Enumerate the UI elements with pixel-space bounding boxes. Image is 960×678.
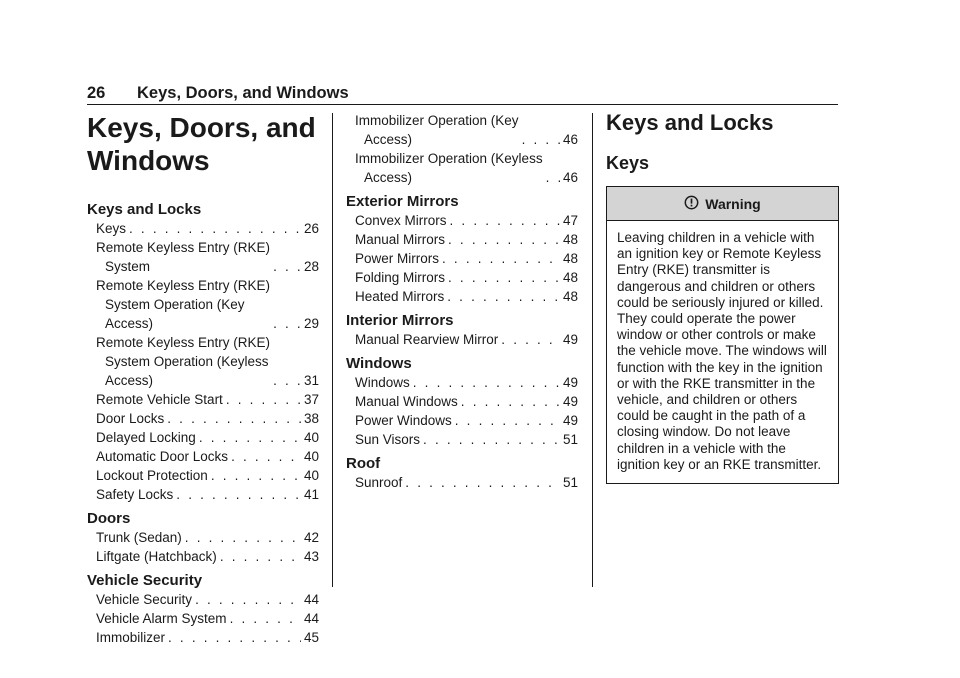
toc-entry-text: Lockout Protection (96, 468, 208, 483)
toc-leader-dots (461, 392, 560, 411)
toc-entry (346, 268, 578, 287)
toc-leader-dots (405, 473, 560, 492)
toc-entry (87, 466, 319, 485)
chapter-title: Keys, Doors, and Windows (87, 112, 316, 176)
toc-entry-text: Power Mirrors (355, 251, 440, 266)
column-divider (592, 113, 593, 587)
content-column (606, 110, 838, 484)
toc-entry-text: Immobilizer Operation (Keyless (355, 151, 543, 166)
toc-leader-dots (546, 168, 560, 187)
toc-page-number: 49 (562, 375, 578, 390)
toc-entry-text: Remote Keyless Entry (RKE) (96, 278, 271, 293)
toc-entry-text: Access) (364, 132, 413, 147)
toc-page-number: 37 (303, 392, 319, 407)
toc-entry-text: Access) (364, 170, 413, 185)
toc-entry-text: Delayed Locking (96, 430, 196, 445)
toc-entry (87, 238, 319, 276)
toc-entry-text: Manual Rearview Mirror (355, 332, 499, 347)
toc-entry-text: Remote Vehicle Start (96, 392, 223, 407)
toc-entry (346, 211, 578, 230)
toc-leader-dots (199, 428, 301, 447)
toc-leader-dots (273, 314, 301, 333)
toc-leader-dots (185, 528, 301, 547)
toc-leader-dots (442, 249, 560, 268)
toc-entry (346, 287, 578, 306)
toc-leader-dots (450, 211, 560, 230)
toc-leader-dots (522, 130, 560, 149)
toc-entry-text: Access) (105, 373, 154, 388)
page-header (87, 84, 838, 105)
toc-entry-text: Power Windows (355, 413, 452, 428)
toc-page-number: 45 (303, 630, 319, 645)
toc-entry-text: Manual Windows (355, 394, 458, 409)
toc-entry (87, 219, 319, 238)
toc-page-number: 48 (562, 270, 578, 285)
toc-entry-text: Convex Mirrors (355, 213, 447, 228)
toc-leader-dots (447, 287, 560, 306)
toc-entry (346, 373, 578, 392)
toc-entry-text: Vehicle Security (96, 592, 193, 607)
warning-box (606, 186, 839, 484)
toc-entry (87, 333, 319, 390)
toc-column-2 (346, 111, 578, 492)
toc-column-1 (87, 110, 319, 647)
toc-leader-dots (129, 219, 301, 238)
warning-circle-icon (684, 195, 699, 213)
toc-entry (87, 409, 319, 428)
toc-leader-dots (501, 330, 560, 349)
toc-page-number: 40 (303, 468, 319, 483)
toc-leader-dots (195, 590, 301, 609)
toc-page-number: 47 (562, 213, 578, 228)
toc-section-heading: Roof (346, 455, 381, 472)
toc-page-number: 49 (562, 332, 578, 347)
toc-entry-text: System Operation (Key (105, 297, 245, 312)
toc-list (346, 330, 578, 349)
toc-page-number: 29 (303, 316, 319, 331)
toc-page-number: 49 (562, 394, 578, 409)
column-divider (332, 113, 333, 587)
warning-label: Warning (705, 195, 761, 212)
toc-entry-text: Windows (355, 375, 410, 390)
toc-entry (87, 590, 319, 609)
toc-section-heading: Windows (346, 355, 412, 372)
toc-leader-dots (176, 485, 301, 504)
toc-list (87, 528, 319, 566)
toc-entry (346, 473, 578, 492)
toc-list (346, 211, 578, 306)
toc-entry-text: Sun Visors (355, 432, 421, 447)
toc-entry (87, 547, 319, 566)
toc-list (346, 473, 578, 492)
toc-entry (346, 430, 578, 449)
toc-entry (87, 276, 319, 333)
toc-entry-text: Door Locks (96, 411, 165, 426)
toc-page-number: 41 (303, 487, 319, 502)
toc-entry (87, 528, 319, 547)
toc-section-heading: Exterior Mirrors (346, 193, 459, 210)
toc-leader-dots (226, 390, 301, 409)
toc-entry-text: Manual Mirrors (355, 232, 446, 247)
toc-entry-text: Remote Keyless Entry (RKE) (96, 240, 271, 255)
toc-entry (87, 428, 319, 447)
toc-entry-text: Heated Mirrors (355, 289, 445, 304)
running-title: Keys, Doors, and Windows (137, 84, 349, 102)
section-heading: Keys and Locks (606, 110, 774, 135)
toc-leader-dots (230, 609, 301, 628)
toc-entry-text: Folding Mirrors (355, 270, 446, 285)
toc-page-number: 44 (303, 592, 319, 607)
toc-leader-dots (231, 447, 301, 466)
toc-continued-list (346, 111, 578, 187)
toc-leader-dots (168, 628, 301, 647)
toc-leader-dots (211, 466, 301, 485)
toc-entry (87, 447, 319, 466)
toc-entry-text: Trunk (Sedan) (96, 530, 182, 545)
toc-page-number: 46 (562, 170, 578, 185)
toc-entry (346, 249, 578, 268)
toc-page-number: 38 (303, 411, 319, 426)
toc-entry-text: Access) (105, 316, 154, 331)
toc-entry-text: Automatic Door Locks (96, 449, 229, 464)
toc-entry-text: Keys (96, 221, 127, 236)
toc-entry (346, 149, 578, 187)
toc-entry (346, 411, 578, 430)
toc-entry (346, 230, 578, 249)
toc-page-number: 43 (303, 549, 319, 564)
toc-entry (346, 330, 578, 349)
toc-entry-text: Safety Locks (96, 487, 174, 502)
toc-entry (87, 609, 319, 628)
toc-page-number: 46 (562, 132, 578, 147)
toc-page-number: 31 (303, 373, 319, 388)
toc-page-number: 51 (562, 475, 578, 490)
toc-leader-dots (455, 411, 560, 430)
toc-page-number: 48 (562, 289, 578, 304)
toc-entry-text: Immobilizer (96, 630, 166, 645)
toc-page-number: 42 (303, 530, 319, 545)
toc-entry (87, 628, 319, 647)
toc-entry-text: Immobilizer Operation (Key (355, 113, 519, 128)
toc-page-number: 49 (562, 413, 578, 428)
toc-list (87, 219, 319, 504)
toc-section-heading: Doors (87, 510, 131, 527)
toc-page-number: 28 (303, 259, 319, 274)
toc-list (87, 590, 319, 647)
page-number: 26 (87, 84, 106, 102)
toc-section-heading: Vehicle Security (87, 572, 203, 589)
toc-page-number: 40 (303, 449, 319, 464)
toc-entry (346, 111, 578, 149)
toc-entry-text: System Operation (Keyless (105, 354, 269, 369)
toc-page-number: 48 (562, 251, 578, 266)
toc-leader-dots (423, 430, 560, 449)
toc-sections-col2 (346, 193, 578, 492)
toc-entry (87, 485, 319, 504)
toc-leader-dots (220, 547, 301, 566)
toc-page-number: 40 (303, 430, 319, 445)
subsection-heading: Keys (606, 153, 650, 173)
toc-leader-dots (167, 409, 301, 428)
warning-text: Leaving children in a vehicle with an ignition key or Remote Keyless Entry (RKE) transmitter is dangerous and children or others could be seriously injured or killed. They could operate the power window or other controls or make the vehicle move. The windows will function with the key in the ignition or with the RKE transmitter in the vehicle, and children or others could be caught in the path of a closing window. Do not leave children in a vehicle with the ignition key or an RKE transmitter. (617, 230, 827, 472)
toc-sections-col1 (87, 201, 319, 647)
warning-header (607, 187, 838, 221)
toc-leader-dots (448, 230, 560, 249)
toc-page-number: 26 (303, 221, 319, 236)
toc-leader-dots (273, 371, 301, 390)
toc-entry (346, 392, 578, 411)
toc-list (346, 373, 578, 449)
toc-page-number: 48 (562, 232, 578, 247)
toc-entry-text: Liftgate (Hatchback) (96, 549, 217, 564)
toc-entry-text: Sunroof (355, 475, 403, 490)
toc-leader-dots (273, 257, 301, 276)
toc-entry-text: Vehicle Alarm System (96, 611, 227, 626)
toc-entry (87, 390, 319, 409)
toc-page-number: 44 (303, 611, 319, 626)
toc-page-number: 51 (562, 432, 578, 447)
toc-entry-text: Remote Keyless Entry (RKE) (96, 335, 271, 350)
toc-section-heading: Interior Mirrors (346, 312, 454, 329)
toc-leader-dots (413, 373, 560, 392)
toc-entry-text: System (105, 259, 151, 274)
toc-leader-dots (448, 268, 560, 287)
toc-section-heading: Keys and Locks (87, 201, 202, 218)
